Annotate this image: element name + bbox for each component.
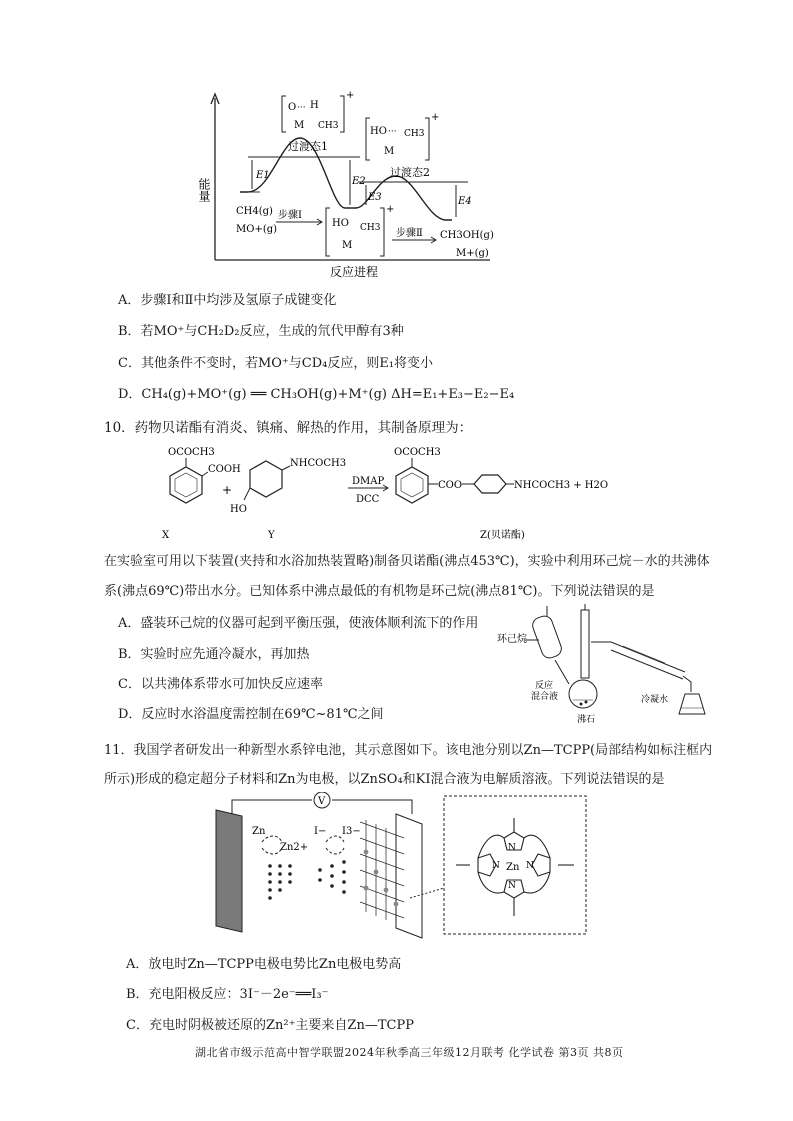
y-axis-label: 能量 xyxy=(197,178,211,202)
svg-text:Y: Y xyxy=(268,530,275,541)
q11-option-c: C．充电时阴极被还原的Zn²⁺主要来自Zn—TCPP xyxy=(126,1018,414,1033)
svg-text:+: + xyxy=(431,112,440,123)
reactant-mo: MO+(g) xyxy=(236,224,278,235)
svg-text:+: + xyxy=(346,90,355,101)
svg-text:+: + xyxy=(222,483,233,497)
svg-text:H: H xyxy=(310,100,319,111)
svg-text:混合液: 混合液 xyxy=(531,692,559,702)
svg-text:环己烷: 环己烷 xyxy=(497,634,527,645)
svg-text:DCC: DCC xyxy=(356,494,380,505)
svg-text:O: O xyxy=(288,102,297,113)
svg-text:N: N xyxy=(508,843,516,853)
step2-label: 步骤Ⅱ xyxy=(396,228,423,239)
svg-text:CH3: CH3 xyxy=(318,121,339,131)
q10-option-d: D．反应时水浴温度需控制在69℃~81℃之间 xyxy=(118,707,384,722)
q9-option-c: C．其他条件不变时，若MO⁺与CD₄反应，则E₁将变小 xyxy=(118,356,434,371)
q9-option-b: B．若MO⁺与CH₂D₂反应，生成的氘代甲醇有3种 xyxy=(118,324,404,339)
svg-text:OCOCH3: OCOCH3 xyxy=(168,447,215,458)
svg-text:COO: COO xyxy=(438,480,463,491)
x-axis-label: 反应进程 xyxy=(330,265,379,279)
svg-text:Zn2+: Zn2+ xyxy=(280,842,309,853)
svg-text:Zn: Zn xyxy=(252,826,266,837)
step1-label: 步骤Ⅰ xyxy=(278,210,302,221)
q11-stem-2: 所示)形成的稳定超分子材料和Zn为电极，以ZnSO₄和KI混合液为电解质溶液。下列说法错误的是 xyxy=(104,772,665,787)
q9-option-a: A．步骤Ⅰ和Ⅱ中均涉及氢原子成键变化 xyxy=(118,293,337,308)
svg-text:N: N xyxy=(508,881,516,891)
zinc-battery-diagram xyxy=(208,792,590,942)
e4-label: E4 xyxy=(458,196,472,207)
q10-option-b: B．实验时应先通冷凝水，再加热 xyxy=(118,647,310,662)
energy-profile-diagram xyxy=(190,88,510,283)
page-footer: 湖北省市级示范高中智学联盟2024年秋季高三年级12月联考 化学试卷 第3页 共8页 xyxy=(195,1046,624,1059)
reactant-ch4: CH4(g) xyxy=(236,206,273,217)
svg-text:冷凝水: 冷凝水 xyxy=(641,695,669,705)
q10-option-c: C．以共沸体系带水可加快反应速率 xyxy=(118,677,323,692)
q11-option-a: A．放电时Zn—TCPP电极电势比Zn电极电势高 xyxy=(126,957,402,972)
benorilate-reaction-scheme xyxy=(150,442,620,542)
e1-label: E1 xyxy=(256,170,270,181)
product-m: M+(g) xyxy=(456,248,489,259)
svg-text:DMAP: DMAP xyxy=(352,476,385,487)
svg-text:HO: HO xyxy=(332,218,349,229)
svg-text:N: N xyxy=(526,861,534,871)
svg-text:N: N xyxy=(492,861,500,871)
svg-text:HO: HO xyxy=(370,126,387,137)
svg-text:CH3: CH3 xyxy=(404,129,425,139)
svg-text:Zn: Zn xyxy=(506,862,520,873)
svg-text:···: ··· xyxy=(388,127,397,137)
svg-text:HO: HO xyxy=(230,504,247,515)
svg-text:Z(贝诺酯): Z(贝诺酯) xyxy=(480,530,525,541)
lab-apparatus-figure xyxy=(495,602,710,724)
q11-option-b: B．充电阳极反应：3I⁻－2e⁻══I₃⁻ xyxy=(126,987,329,1002)
e3-label: E3 xyxy=(368,192,382,203)
svg-text:NHCOCH3 + H2O: NHCOCH3 + H2O xyxy=(514,480,609,491)
svg-text:CH3: CH3 xyxy=(360,223,381,233)
q10-option-a: A．盛装环己烷的仪器可起到平衡压强，使液体顺利流下的作用 xyxy=(118,616,479,631)
ts2-label: 过渡态2 xyxy=(390,166,430,179)
svg-text:I−: I− xyxy=(314,826,327,837)
svg-text:···: ··· xyxy=(297,103,306,113)
svg-text:NHCOCH3: NHCOCH3 xyxy=(290,458,347,469)
svg-text:I3−: I3− xyxy=(342,826,361,837)
svg-text:M: M xyxy=(384,146,395,157)
svg-text:COOH: COOH xyxy=(208,464,241,475)
q10-stem: 10．药物贝诺酯有消炎、镇痛、解热的作用，其制备原理为： xyxy=(104,420,473,436)
q11-stem-1: 11．我国学者研发出一种新型水系锌电池，其示意图如下。该电池分别以Zn—TCPP(局部结构如标注框内 xyxy=(104,743,713,758)
product-ch3oh: CH3OH(g) xyxy=(440,230,494,241)
svg-text:M: M xyxy=(342,240,353,251)
q10-text-2: 系(沸点69℃)带出水分。已知体系中沸点最低的有机物是环己烷(沸点81℃)。下列说法错误的是 xyxy=(104,584,655,599)
svg-text:反应: 反应 xyxy=(535,681,554,691)
ts1-label: 过渡态1 xyxy=(288,140,328,153)
svg-text:+: + xyxy=(386,204,395,215)
svg-text:M: M xyxy=(294,120,305,131)
svg-text:OCOCH3: OCOCH3 xyxy=(394,447,441,458)
voltmeter-label: V xyxy=(318,796,326,807)
e2-label: E2 xyxy=(352,176,366,187)
q9-option-d: D．CH₄(g)+MO⁺(g) ══ CH₃OH(g)+M⁺(g) ΔH=E₁+E₃−E₂−E₄ xyxy=(118,387,515,402)
q10-text-1: 在实验室可用以下装置(夹持和水浴加热装置略)制备贝诺酯(沸点453℃)，实验中利用环己烷－水的共沸体 xyxy=(104,554,710,569)
svg-text:沸石: 沸石 xyxy=(577,715,596,724)
svg-text:X: X xyxy=(162,530,170,541)
